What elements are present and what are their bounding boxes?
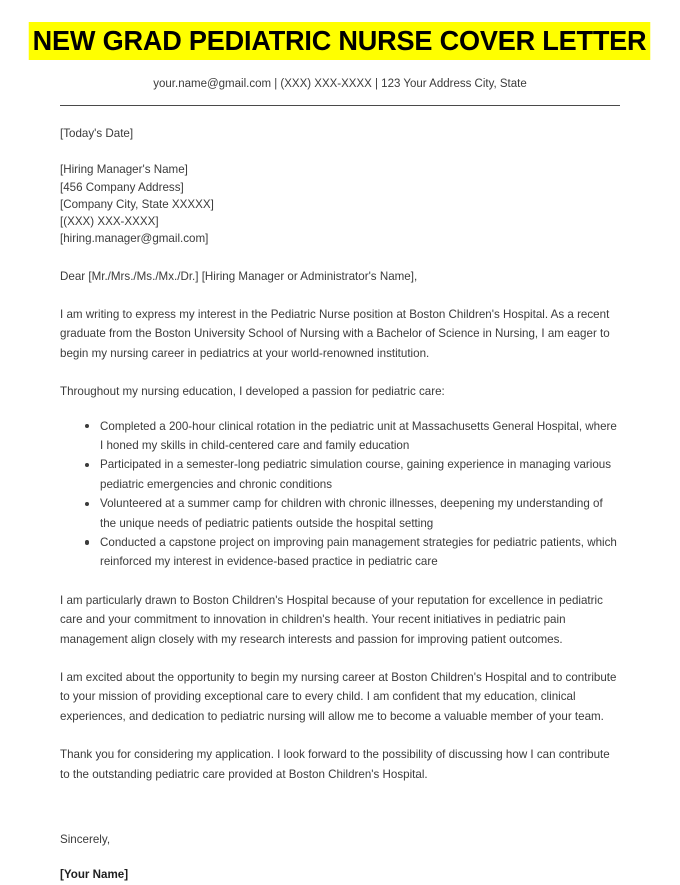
- spacer: [60, 726, 620, 745]
- spacer: [60, 248, 620, 267]
- list-item-text: Volunteered at a summer camp for children with chronic illnesses, deepening my understanding of the unique needs of pediatric patients outside the hospital setting: [100, 497, 603, 530]
- page-title: NEW GRAD PEDIATRIC NURSE COVER LETTER: [29, 22, 651, 60]
- list-item: [60, 494, 620, 533]
- signature-name: [Your Name]: [60, 868, 129, 882]
- letter-header: [0, 0, 680, 106]
- list-item-text: Completed a 200-hour clinical rotation in the pediatric unit at Massachusetts General Hospital, where I honed my skills in child-centered care and family education: [100, 419, 617, 452]
- paragraph-why-company: I am particularly drawn to Boston Children's Hospital because of your reputation for excellence in pediatric care and your commitment to innovation in children's health. Your recent initiatives in pediatric pain management align closely with my research interests and passion for improving patient outcomes.: [60, 593, 603, 646]
- spacer: [60, 363, 620, 382]
- bullet-disc-icon: [85, 502, 89, 506]
- recipient-email: [hiring.manager@gmail.com]: [60, 232, 209, 246]
- spacer: [60, 784, 620, 830]
- paragraph-value-add: I am excited about the opportunity to begin my nursing career at Boston Children's Hospital and to contribute to your mission of providing exceptional care to every child. I am confident that my education, clinical experiences, and dedication to pediatric nursing will allow me to become a valuable member of your team.: [60, 671, 617, 723]
- spacer: [60, 142, 620, 161]
- recipient-street: [456 Company Address]: [60, 180, 184, 194]
- spacer: [60, 402, 620, 417]
- spacer: [60, 286, 620, 305]
- recipient-phone: [(XXX) XXX-XXXX]: [60, 215, 159, 229]
- recipient-name: [Hiring Manager's Name]: [60, 163, 188, 177]
- recipient-address-block: [60, 161, 620, 247]
- salutation: Dear [Mr./Mrs./Ms./Mx./Dr.] [Hiring Manager or Administrator's Name],: [60, 269, 418, 283]
- spacer: [60, 572, 620, 591]
- bullet-disc-icon: [85, 424, 89, 428]
- list-item: [60, 417, 620, 456]
- paragraph-intro: I am writing to express my interest in the Pediatric Nurse position at Boston Children's Hospital. As a recent graduate from the Boston University School of Nursing with a Bachelor of Science in Nursing, I am eager to begin my nursing career in pediatrics at your world-renowned institution.: [60, 307, 610, 360]
- spacer: [60, 649, 620, 668]
- recipient-city-state-zip: [Company City, State XXXXX]: [60, 197, 214, 211]
- bullet-disc-icon: [85, 463, 89, 467]
- list-item: [60, 455, 620, 494]
- bullet-disc-icon: [85, 540, 89, 544]
- qualifications-list: [60, 417, 620, 572]
- date-field: [Today's Date]: [60, 127, 134, 141]
- list-item-text: Conducted a capstone project on improving pain management strategies for pediatric patients, which reinforced my interest in evidence-based practice in pediatric care: [100, 535, 617, 569]
- list-item-text: Participated in a semester-long pediatric simulation course, gaining experience in managing various pediatric emergencies and chronic conditions: [100, 458, 612, 491]
- paragraph-list-lead-in: Throughout my nursing education, I developed a passion for pediatric care:: [60, 385, 445, 399]
- list-item: [60, 533, 620, 572]
- contact-info-line: your.name@gmail.com | (XXX) XXX-XXXX | 123 Your Address City, State: [153, 78, 527, 91]
- letter-body: [0, 106, 680, 885]
- sign-off: Sincerely,: [60, 833, 111, 847]
- paragraph-closing: Thank you for considering my application. I look forward to the possibility of discussing how I can contribute to the outstanding pediatric care provided at Boston Children's Hospital.: [60, 748, 610, 781]
